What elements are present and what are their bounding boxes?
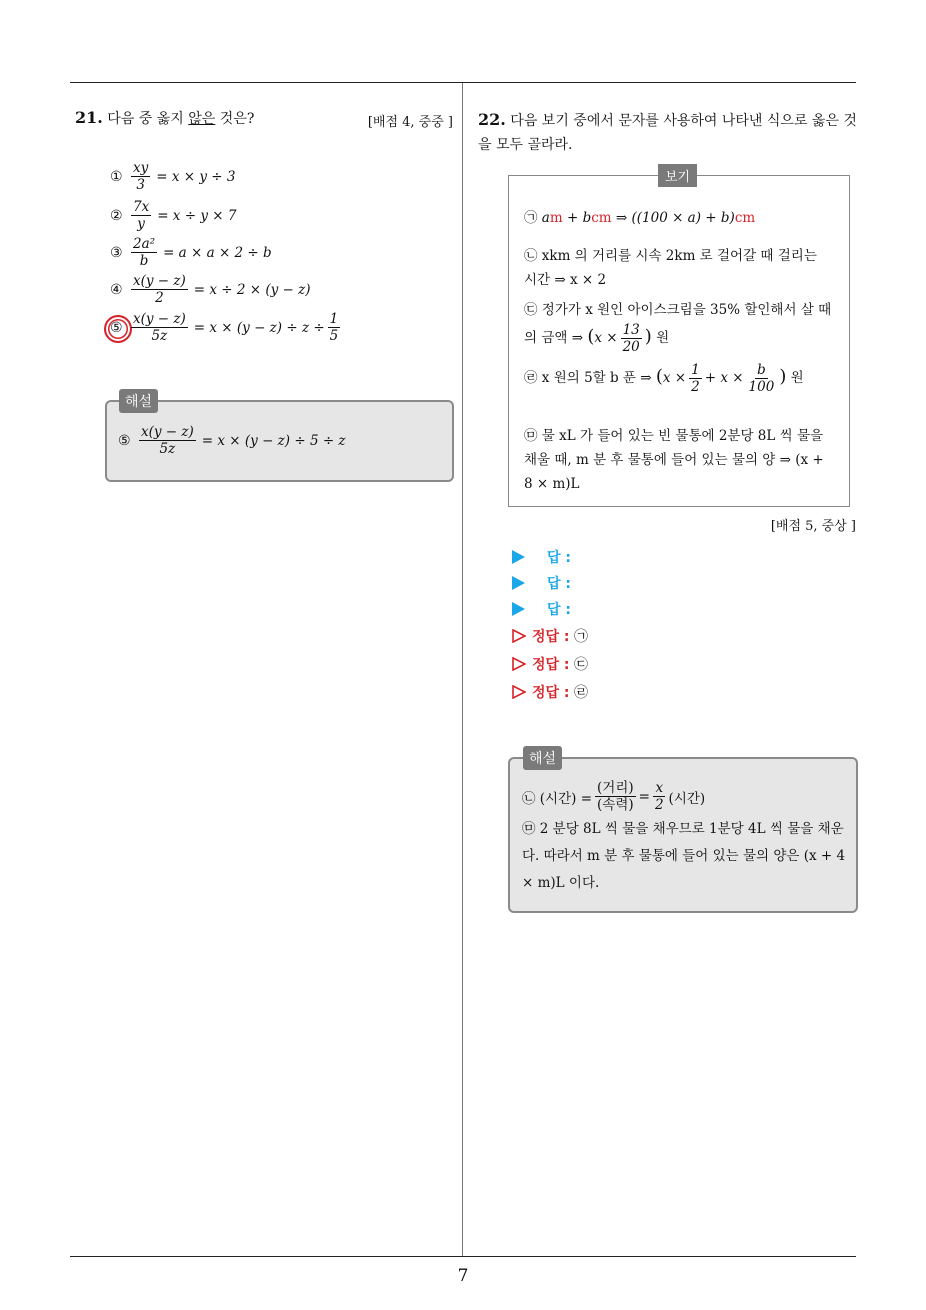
correct-answer-2: 정답 : ㉢ [512, 654, 588, 674]
outline-triangle-icon [512, 685, 526, 699]
q22-solution-line1: ㉡ (시간) = $\frac{\text{(거리)}}{\text{(속력)}}$ = $\frac{x}{2}$ (시간) [522, 780, 706, 813]
outline-triangle-icon [512, 657, 526, 671]
play-icon [512, 550, 525, 564]
answer-line-2[interactable]: 답 : [512, 573, 571, 593]
bogi-item-b: ㉡ xkm 의 거리를 시속 2km 로 걸어갈 때 걸리는 시간 ⇒ x × 2 [524, 248, 817, 288]
q21-option-2[interactable]: ② $\frac{7x}{y}$ = x ÷ y × 7 [110, 199, 237, 232]
play-icon [512, 602, 525, 616]
q22-number: 22. [478, 110, 506, 129]
question-21 [75, 108, 453, 128]
answer-line-1[interactable]: 답 : [512, 547, 571, 567]
q21-solution-tag: 해설 [119, 389, 158, 413]
correct-answer-3: 정답 : ㉣ [512, 682, 588, 702]
q21-solution-text: ⑤ $\frac{x(y - z)}{5z}$ = x × (y − z) ÷ 5 ÷ z [118, 424, 346, 457]
q21-option-4[interactable]: ④ $\frac{x(y - z)}{2}$ = x ÷ 2 × (y − z) [110, 273, 311, 306]
column-divider [462, 83, 463, 1256]
bogi-item-c: ㉢ 정가가 x 원인 아이스크림을 35% 할인해서 살 때의 금액 ⇒ (x × $\frac{13}{20}$ ) 원 [524, 302, 832, 355]
q21-option-1[interactable]: ① $\frac{xy}{3}$ = x × y ÷ 3 [110, 160, 236, 193]
question-22 [478, 108, 858, 157]
bogi-item-a: ㉠ am + bcm ⇒ ((100 × a) + b)cm [524, 210, 756, 226]
q22-meta: [배점 5, 중상 ] [770, 519, 856, 534]
bogi-tag: 보기 [658, 164, 697, 187]
answer-line-3[interactable]: 답 : [512, 599, 571, 619]
q22-solution-line2: ㉤ 2 분당 8L 씩 물을 채우므로 1분당 4L 씩 물을 채운다. 따라서 m 분 후 물통에 들어 있는 물의 양은 (x + 4 × m)L 이다. [522, 821, 846, 891]
q22-solution-tag: 해설 [523, 746, 562, 770]
page-number: 7 [457, 1266, 469, 1286]
bogi-item-e: ㉤ 물 xL 가 들어 있는 빈 물통에 2분당 8L 씩 물을 채울 때, m 분 후 물통에 들어 있는 물의 양 ⇒ (x + 8 × m)L [524, 428, 824, 492]
q21-option-3[interactable]: ③ $\frac{\text{2a²}}{b}$ = a × a × 2 ÷ b [110, 236, 272, 269]
play-icon [512, 576, 525, 590]
q22-stem: 다음 보기 중에서 문자를 사용하여 나타낸 식으로 옳은 것을 모두 골라라. [478, 113, 857, 153]
correct-answer-1: 정답 : ㉠ [512, 626, 588, 646]
top-rule [70, 82, 856, 83]
q21-stem: 다음 중 옳지 않은 것은? [107, 111, 255, 127]
bottom-rule [70, 1256, 856, 1257]
q21-meta: [배점 4, 중중 ] [367, 115, 453, 130]
q21-number: 21. [75, 108, 103, 127]
outline-triangle-icon [512, 629, 526, 643]
q21-option-5[interactable]: ⑤ $\frac{x(y - z)}{5z}$ = x × (y − z) ÷ z ÷ $\frac{1}{5}$ [110, 311, 339, 344]
bogi-item-d: ㉣ x 원의 5할 b 푼 ⇒ (x × $\frac{1}{2}$ + x × $\frac{b}{100}$ ) 원 [524, 362, 804, 395]
